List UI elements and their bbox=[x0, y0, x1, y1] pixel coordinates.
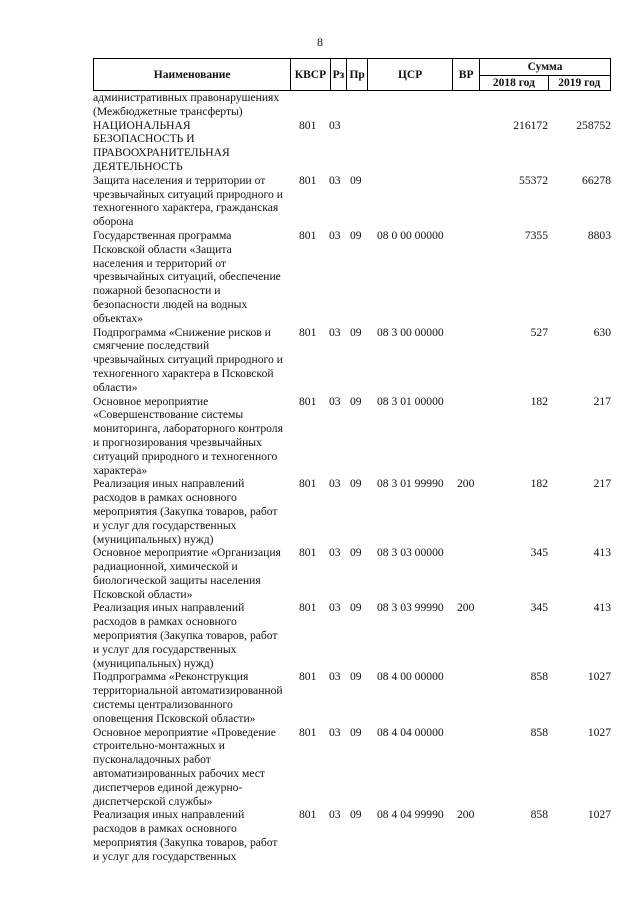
row-csr: 08 3 03 00000 bbox=[377, 546, 444, 560]
row-rz: 03 bbox=[329, 725, 341, 739]
row-csr: 08 0 00 00000 bbox=[377, 228, 444, 242]
row-kvsr: 801 bbox=[299, 118, 317, 132]
row-kvsr: 801 bbox=[299, 228, 317, 242]
header-csr: ЦСР bbox=[368, 59, 453, 91]
table-row bbox=[93, 119, 618, 174]
table-row bbox=[93, 477, 618, 546]
row-sum-2019: 630 bbox=[593, 325, 611, 339]
row-pr: 09 bbox=[350, 725, 362, 739]
row-csr: 08 4 04 00000 bbox=[377, 725, 444, 739]
row-rz: 03 bbox=[329, 546, 341, 560]
row-sum-2019: 217 bbox=[593, 477, 611, 491]
row-csr: 08 4 00 00000 bbox=[377, 670, 444, 684]
row-kvsr: 801 bbox=[299, 725, 317, 739]
table-row bbox=[93, 91, 618, 119]
row-rz: 03 bbox=[329, 601, 341, 615]
row-rz: 03 bbox=[329, 670, 341, 684]
row-rz: 03 bbox=[329, 118, 341, 132]
table-row bbox=[93, 326, 618, 395]
row-kvsr: 801 bbox=[299, 477, 317, 491]
row-name: Реализация иных направлений расходов в рамках основного мероприятия (Закупка товаров, работ и услуг для государственных bbox=[93, 808, 278, 863]
row-name: Государственная программа Псковской области «Защита населения и территорий от чрезвычайных ситуаций, обеспечение пожарной безопасности и безопасности людей на водных объектах» bbox=[93, 228, 281, 325]
row-sum-2018: 7355 bbox=[524, 228, 548, 242]
table-row bbox=[93, 808, 618, 863]
row-csr: 08 3 03 99990 bbox=[377, 601, 444, 615]
row-kvsr: 801 bbox=[299, 601, 317, 615]
row-sum-2019: 66278 bbox=[582, 173, 611, 187]
row-sum-2019: 1027 bbox=[587, 725, 611, 739]
row-sum-2018: 345 bbox=[530, 601, 548, 615]
row-kvsr: 801 bbox=[299, 173, 317, 187]
row-pr: 09 bbox=[350, 601, 362, 615]
row-sum-2019: 1027 bbox=[587, 808, 611, 822]
row-name: Основное мероприятие «Организация радиационной, химической и биологической защиты населения Псковской области» bbox=[93, 546, 281, 601]
row-kvsr: 801 bbox=[299, 394, 317, 408]
row-sum-2019: 8803 bbox=[587, 228, 611, 242]
row-sum-2019: 1027 bbox=[587, 670, 611, 684]
table-row bbox=[93, 670, 618, 725]
row-csr: 08 3 01 99990 bbox=[377, 477, 444, 491]
row-sum-2018: 216172 bbox=[513, 118, 548, 132]
header-kvsr: КВСР bbox=[291, 59, 330, 91]
row-pr: 09 bbox=[350, 325, 362, 339]
row-pr: 09 bbox=[350, 173, 362, 187]
row-sum-2018: 345 bbox=[530, 546, 548, 560]
row-name: Подпрограмма «Снижение рисков и смягчение последствий чрезвычайных ситуаций природного и техногенного характера в Псковской области» bbox=[93, 325, 283, 394]
table-row bbox=[93, 229, 618, 326]
header-rz: Рз bbox=[330, 59, 347, 91]
row-sum-2018: 527 bbox=[530, 325, 548, 339]
row-name: Защита населения и территории от чрезвычайных ситуаций природного и техногенного характера, гражданская оборона bbox=[93, 173, 283, 229]
row-vr: 200 bbox=[457, 601, 475, 615]
table-row bbox=[93, 726, 618, 809]
table-row bbox=[93, 601, 618, 670]
row-rz: 03 bbox=[329, 808, 341, 822]
row-kvsr: 801 bbox=[299, 670, 317, 684]
header-pr: Пр bbox=[347, 59, 368, 91]
row-rz: 03 bbox=[329, 325, 341, 339]
row-rz: 03 bbox=[329, 394, 341, 408]
row-name: Реализация иных направлений расходов в рамках основного мероприятия (Закупка товаров, работ и услуг для государственных (муниципальных) нужд) bbox=[93, 601, 278, 670]
row-sum-2019: 217 bbox=[593, 394, 611, 408]
row-name: Реализация иных направлений расходов в рамках основного мероприятия (Закупка товаров, работ и услуг для государственных (муниципальных) нужд) bbox=[93, 477, 278, 546]
row-pr: 09 bbox=[350, 228, 362, 242]
row-sum-2018: 55372 bbox=[519, 173, 548, 187]
row-csr: 08 4 04 99990 bbox=[377, 808, 444, 822]
row-sum-2018: 858 bbox=[530, 670, 548, 684]
row-vr: 200 bbox=[457, 808, 475, 822]
table-row bbox=[93, 395, 618, 478]
row-kvsr: 801 bbox=[299, 546, 317, 560]
header-2019: 2019 год bbox=[548, 76, 610, 91]
row-kvsr: 801 bbox=[299, 808, 317, 822]
row-name: административных правонарушениях (Межбюджетные трансферты) bbox=[93, 91, 280, 118]
header-name: Наименование bbox=[94, 59, 291, 91]
header-2018: 2018 год bbox=[480, 76, 549, 91]
row-name: Основное мероприятие «Проведение строительно-монтажных и пусконаладочных работ автоматизированных рабочих мест диспетчеров единой дежурно-диспетчерской службы» bbox=[93, 725, 276, 808]
row-csr: 08 3 01 00000 bbox=[377, 394, 444, 408]
row-pr: 09 bbox=[350, 808, 362, 822]
row-rz: 03 bbox=[329, 477, 341, 491]
header-vr: ВР bbox=[453, 59, 480, 91]
header-sum: Сумма bbox=[480, 59, 611, 76]
row-sum-2018: 182 bbox=[530, 477, 548, 491]
row-pr: 09 bbox=[350, 670, 362, 684]
row-kvsr: 801 bbox=[299, 325, 317, 339]
row-sum-2019: 413 bbox=[593, 601, 611, 615]
page-number: 8 bbox=[317, 35, 323, 49]
table-header bbox=[93, 58, 611, 91]
row-sum-2019: 258752 bbox=[576, 118, 611, 132]
row-pr: 09 bbox=[350, 546, 362, 560]
row-csr: 08 3 00 00000 bbox=[377, 325, 444, 339]
table-body bbox=[93, 91, 618, 864]
row-sum-2018: 858 bbox=[530, 808, 548, 822]
row-sum-2018: 858 bbox=[530, 725, 548, 739]
row-vr: 200 bbox=[457, 477, 475, 491]
row-name: Подпрограмма «Реконструкция территориальной автоматизированной системы централизованного оповещения Псковской области» bbox=[93, 670, 283, 725]
table-row bbox=[93, 546, 618, 601]
row-rz: 03 bbox=[329, 173, 341, 187]
row-rz: 03 bbox=[329, 228, 341, 242]
row-name: НАЦИОНАЛЬНАЯ БЕЗОПАСНОСТЬ И ПРАВООХРАНИТЕЛЬНАЯ ДЕЯТЕЛЬНОСТЬ bbox=[93, 118, 230, 173]
row-name: Основное мероприятие «Совершенствование системы мониторинга, лабораторного контроля и прогнозирования чрезвычайных ситуаций природного и техногенного характера» bbox=[93, 394, 283, 477]
row-sum-2019: 413 bbox=[593, 546, 611, 560]
table-row bbox=[93, 174, 618, 229]
row-pr: 09 bbox=[350, 394, 362, 408]
row-sum-2018: 182 bbox=[530, 394, 548, 408]
row-pr: 09 bbox=[350, 477, 362, 491]
